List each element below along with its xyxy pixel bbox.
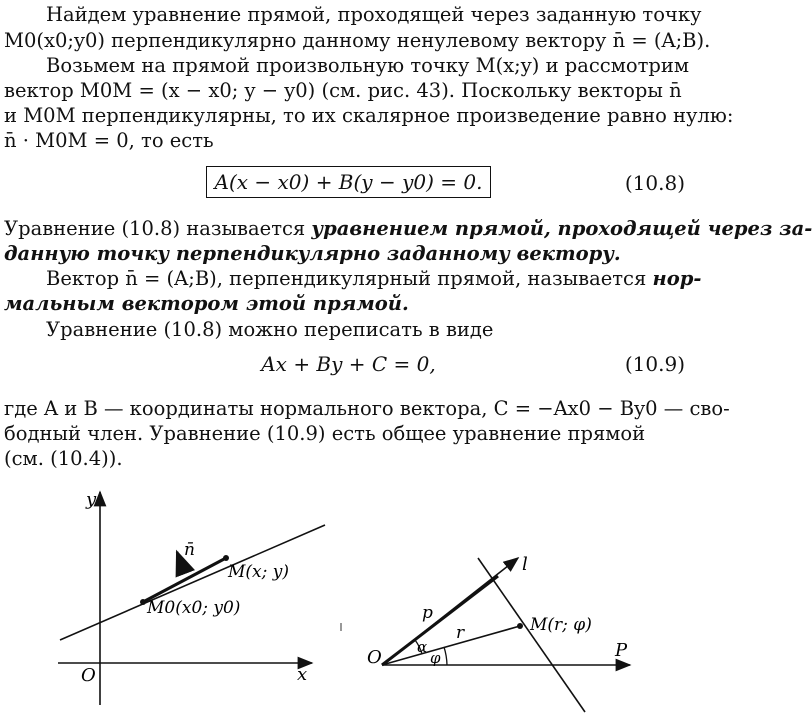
normal-label: n̄ <box>184 540 195 560</box>
point-m-label: M(x; y) <box>228 562 289 582</box>
origin-label: O <box>367 647 382 668</box>
boxed-equation: A(x − x0) + B(y − y0) = 0. <box>206 166 492 198</box>
paragraph-2-line-1: Возьмем на прямой произвольную точку M(x;y) и рассмотрим <box>46 54 690 77</box>
y-axis-label: y <box>86 489 97 510</box>
paragraph-5-line-1: Уравнение (10.8) можно переписать в виде <box>46 318 494 341</box>
definition-term: уравнением прямой, проходящей через за- <box>311 217 812 240</box>
angle-phi-arc <box>444 647 447 665</box>
equation-number: (10.8) <box>624 171 685 195</box>
equation-10-9: Ax + By + C = 0, (10.9) <box>261 352 685 376</box>
label-r: r <box>456 623 465 643</box>
phi-label: φ <box>430 649 441 667</box>
origin-label: O <box>81 665 96 686</box>
vector-m0m <box>143 558 226 602</box>
paragraph-6-line-2: бодный член. Уравнение (10.9) есть общее уравнение прямой <box>4 422 646 445</box>
x-axis-label: x <box>297 664 308 685</box>
paragraph-2-line-3: и M0M перпендикулярны, то их скалярное произведение равно нулю: <box>4 104 734 127</box>
paragraph-6-line-1: где A и B — координаты нормального вектора, C = −Ax0 − By0 — сво- <box>4 397 730 420</box>
label-p: p <box>422 603 433 623</box>
axis-p-label: P <box>615 640 628 661</box>
ray-l-label: l <box>522 554 528 575</box>
figure-normal-vector <box>0 480 340 715</box>
paragraph-4-line-2: мальным вектором этой прямой. <box>4 292 409 315</box>
point-m <box>517 623 523 629</box>
equation-10-8 <box>0 166 697 202</box>
point-m <box>223 555 229 561</box>
line-through-m <box>478 558 585 712</box>
equation-number: (10.9) <box>624 352 685 376</box>
paragraph-1-line-2: M0(x0;y0) перпендикулярно данному ненулевому вектору n̄ = (A;B). <box>4 29 711 52</box>
paragraph-1-line-1: Найдем уравнение прямой, проходящей через заданную точку <box>46 3 702 26</box>
paragraph-6-line-3: (см. (10.4)). <box>4 447 123 470</box>
point-m0-label: M0(x0; y0) <box>147 598 241 618</box>
paragraph-3-line-1: Уравнение (10.8) называется уравнением прямой, проходящей через за- <box>4 217 812 240</box>
paragraph-4-line-1: Вектор n̄ = (A;B), перпендикулярный прямой, называется нор- <box>46 267 702 290</box>
stray-mark <box>338 622 344 632</box>
paragraph-2-line-2: вектор M0M = (x − x0; y − y0) (см. рис. 43). Поскольку векторы n̄ <box>4 79 682 102</box>
paragraph-2-line-4: n̄ · M0M = 0, то есть <box>4 129 214 152</box>
segment-r <box>382 626 520 665</box>
point-m-label: M(r; φ) <box>530 615 592 635</box>
paragraph-3-line-2: данную точку перпендикулярно заданному вектору. <box>4 242 621 265</box>
point-m0 <box>140 599 146 605</box>
alpha-label: α <box>417 638 428 656</box>
figure-polar <box>350 530 690 715</box>
